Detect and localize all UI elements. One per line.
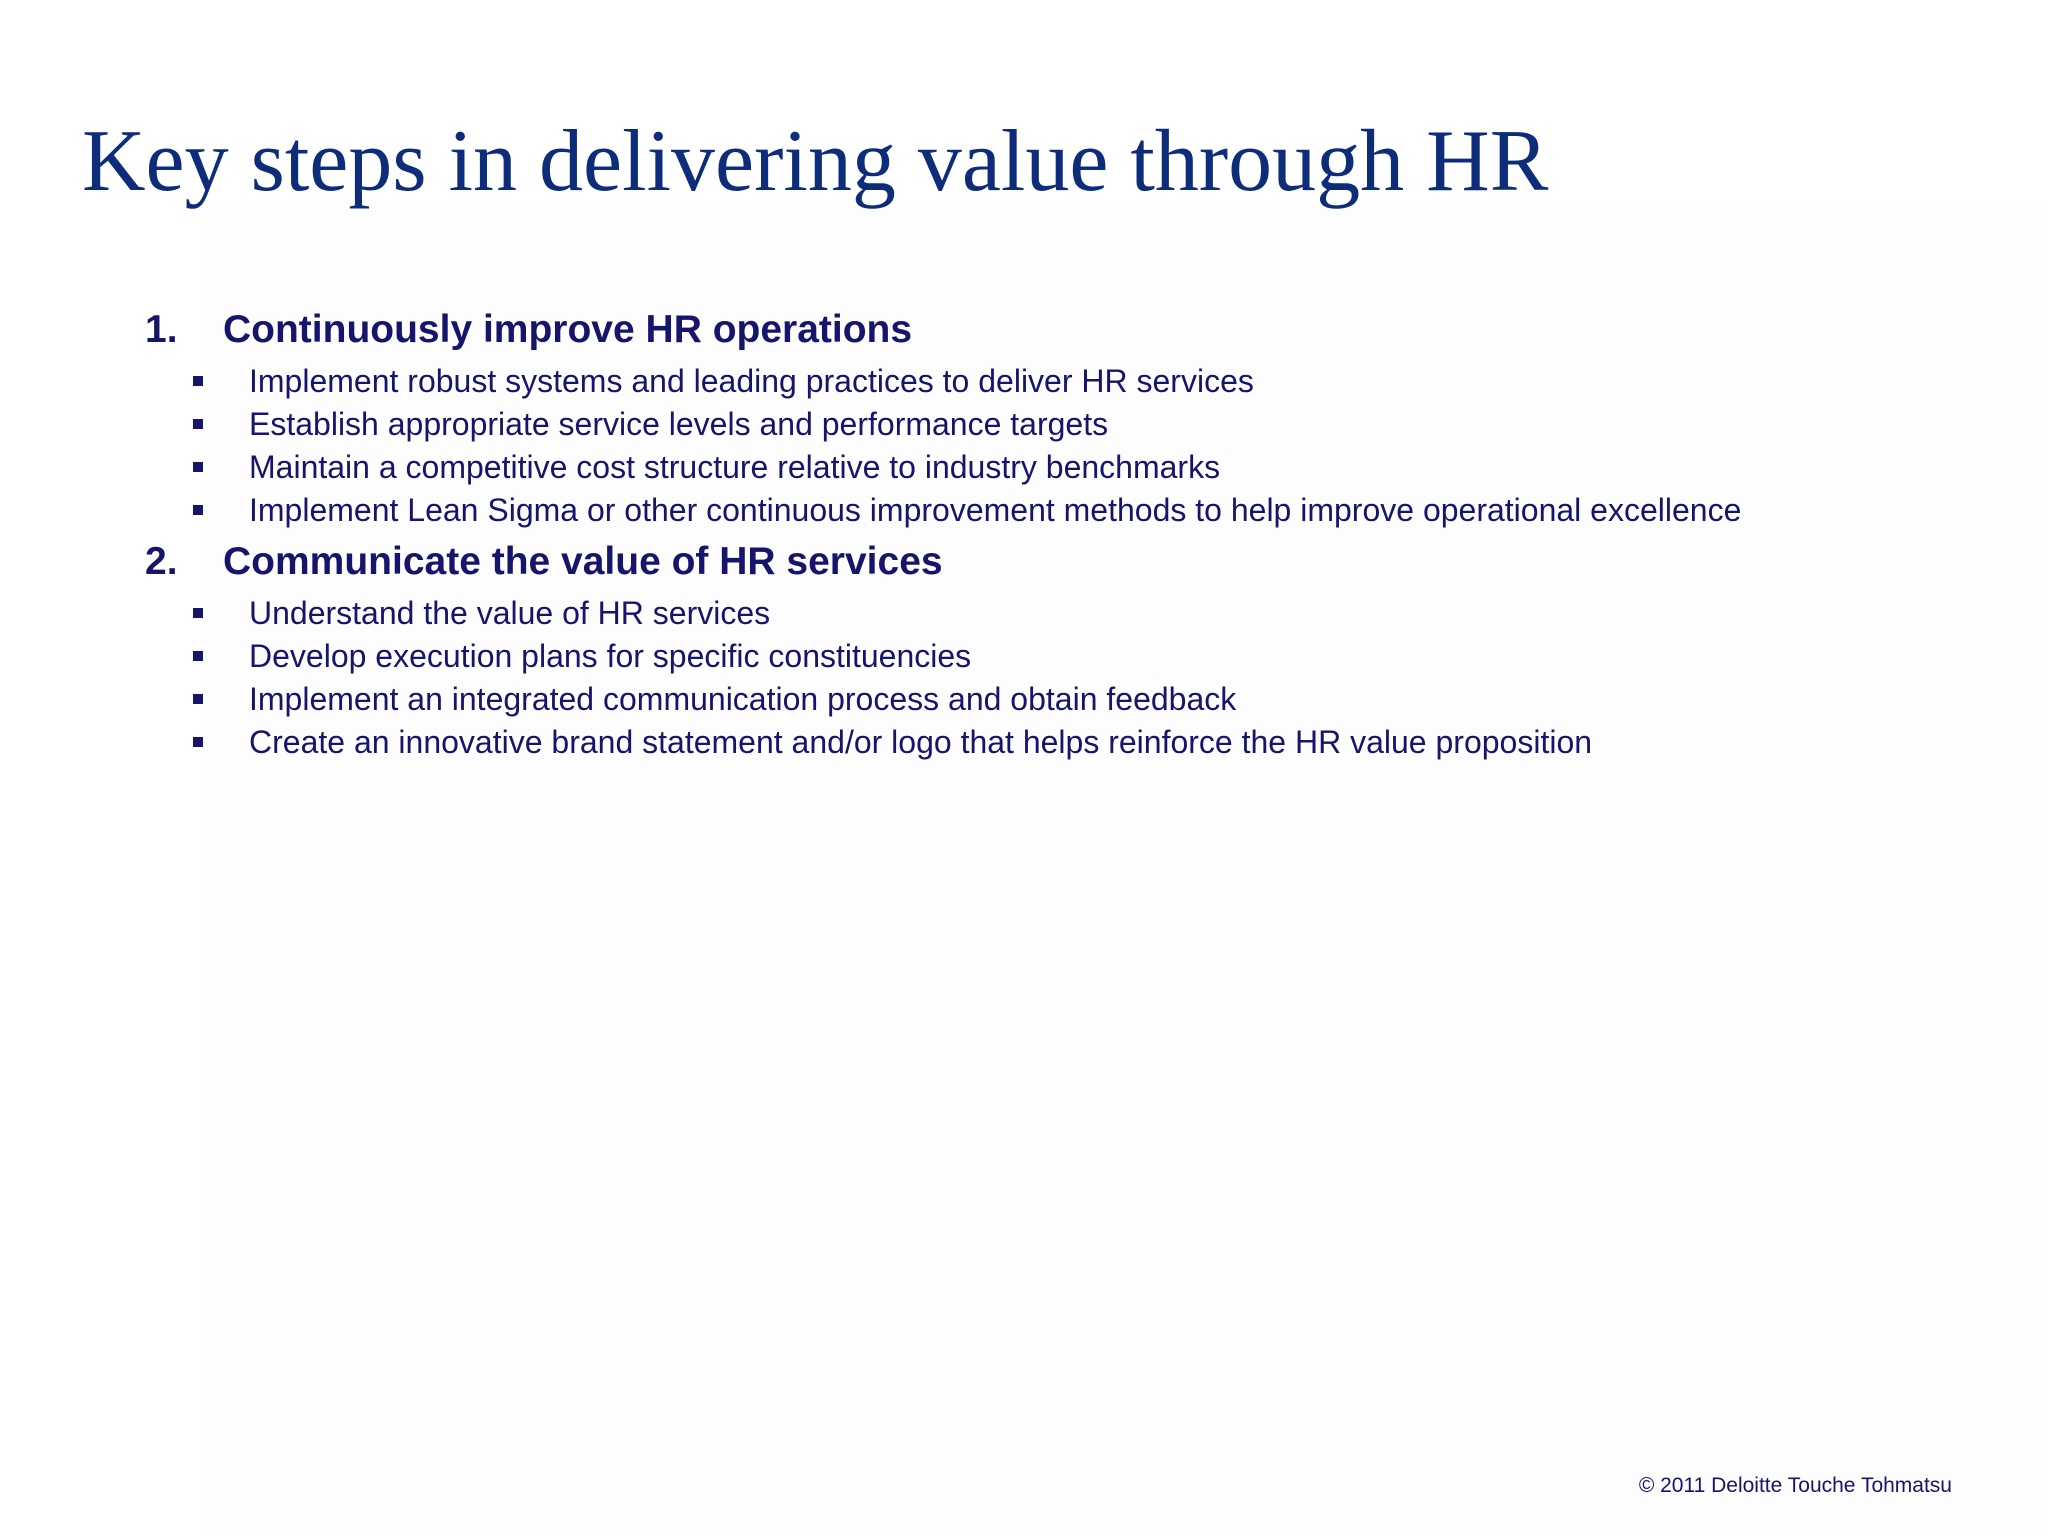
copyright-footer: © 2011 Deloitte Touche Tohmatsu bbox=[1638, 1474, 1952, 1497]
slide-title: Key steps in delivering value through HR bbox=[82, 113, 1549, 210]
step-number: 2. bbox=[145, 540, 178, 583]
list-item bbox=[145, 360, 2005, 403]
list-item bbox=[145, 678, 2005, 721]
bullet-list bbox=[145, 360, 2005, 532]
list-item bbox=[145, 635, 2005, 678]
step-title: Communicate the value of HR services bbox=[223, 540, 943, 583]
list-item bbox=[145, 489, 2005, 532]
bullet-text: Establish appropriate service levels and performance targets bbox=[249, 406, 1109, 442]
bullet-text: Implement robust systems and leading practices to deliver HR services bbox=[249, 363, 1254, 399]
steps-list bbox=[145, 300, 2005, 764]
step-title: Continuously improve HR operations bbox=[223, 308, 913, 351]
step-1 bbox=[145, 300, 2005, 532]
list-item bbox=[145, 403, 2005, 446]
bullet-text: Implement Lean Sigma or other continuous improvement methods to help improve operational excellence bbox=[249, 492, 1742, 528]
square-bullet-icon bbox=[193, 419, 203, 429]
square-bullet-icon bbox=[193, 651, 203, 661]
list-item bbox=[145, 721, 2005, 764]
square-bullet-icon bbox=[193, 376, 203, 386]
bullet-text: Implement an integrated communication process and obtain feedback bbox=[249, 681, 1237, 717]
step-heading bbox=[145, 300, 2005, 360]
list-item bbox=[145, 446, 2005, 489]
step-2 bbox=[145, 532, 2005, 764]
square-bullet-icon bbox=[193, 462, 203, 472]
list-item bbox=[145, 592, 2005, 635]
bullet-list bbox=[145, 592, 2005, 764]
step-heading bbox=[145, 532, 2005, 592]
bullet-text: Create an innovative brand statement and/or logo that helps reinforce the HR value proposition bbox=[249, 724, 1593, 760]
square-bullet-icon bbox=[193, 694, 203, 704]
bullet-text: Maintain a competitive cost structure relative to industry benchmarks bbox=[249, 449, 1221, 485]
bullet-text: Develop execution plans for specific constituencies bbox=[249, 638, 972, 674]
square-bullet-icon bbox=[193, 505, 203, 515]
bullet-text: Understand the value of HR services bbox=[249, 595, 771, 631]
step-number: 1. bbox=[145, 308, 178, 351]
square-bullet-icon bbox=[193, 608, 203, 618]
square-bullet-icon bbox=[193, 737, 203, 747]
